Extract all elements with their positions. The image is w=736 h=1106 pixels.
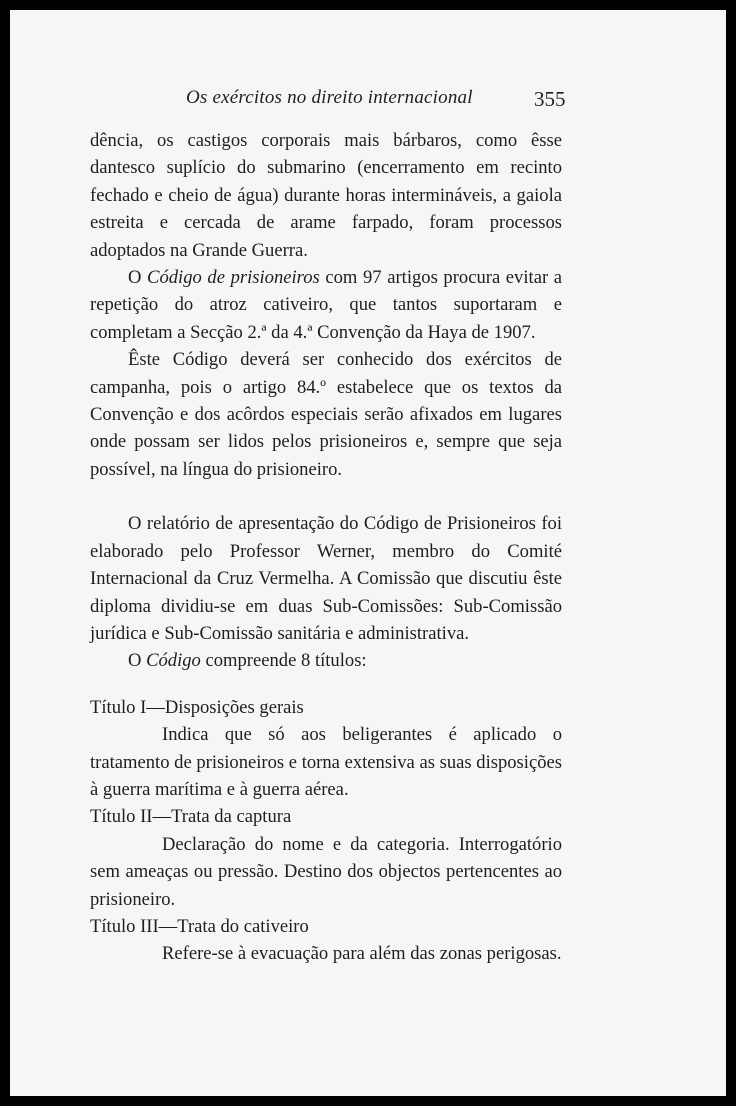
title-heading: Título III—Trata do cativeiro (90, 915, 309, 937)
title-description-text: Indica que só aos beligerantes é aplicado o tratamento de prisioneiros e torna extensiva as suas disposições à guerra marítima e à guerra aérea. (90, 724, 562, 800)
title-item (90, 803, 562, 913)
paragraph-5-prefix: O (128, 650, 147, 672)
title-description (90, 721, 562, 803)
paragraph-3: Êste Código deverá ser conhecido dos exércitos de campanha, pois o artigo 84.º estabelece que os textos da Convenção e dos acôrdos especiais serão afixados em lugares onde possam ser lidos pelos prisioneiros e, sempre que seja possível, na língua do prisioneiro. (90, 349, 562, 480)
title-list (90, 694, 562, 968)
title-item (90, 694, 562, 804)
title-description (90, 831, 562, 913)
paragraph-5-rest: compreende 8 títulos: (200, 650, 367, 672)
title-heading: Título II—Trata da captura (90, 806, 292, 828)
paragraph-5 (90, 647, 562, 674)
codigo-title: Código (146, 650, 201, 672)
title-item (90, 913, 562, 968)
page-number: 355 (534, 87, 566, 111)
page-header (10, 87, 726, 117)
paragraph-2-prefix: O (128, 267, 148, 289)
book-page (10, 10, 726, 1096)
running-title: Os exércitos no direito internacional (186, 87, 473, 108)
title-heading: Título I—Disposições gerais (90, 696, 304, 718)
paragraph-4: O relatório de apresentação do Código de Prisioneiros foi elaborado pelo Professor Werner, membro do Comité Internacional da Cruz Vermelha. A Comissão que discutiu êste diploma dividiu-se em duas Sub-Comissões: Sub-Comissão jurídica e Sub-Comissão sanitária e administrativa. (90, 513, 562, 644)
codigo-prisioneiros-title: Código de prisioneiros (147, 267, 320, 289)
title-description-text: Refere-se à evacuação para além das zonas perigosas. (162, 943, 562, 965)
title-description-text: Declaração do nome e da categoria. Interrogatório sem ameaças ou pressão. Destino dos objectos pertencentes ao prisioneiro. (90, 833, 562, 910)
title-description (90, 940, 562, 967)
body-text (90, 127, 562, 968)
paragraph-2-rest: com 97 artigos procura evitar a repetição do atroz cativeiro, que tantos suportaram e completam a Secção 2.ª da 4.ª Convenção da Haya de 1907. (90, 267, 562, 343)
paragraph-2 (90, 264, 562, 346)
paragraph-1: dência, os castigos corporais mais bárbaros, como êsse dantesco suplício do submarino (encerramento em recinto fechado e cheio de água) durante horas intermináveis, a gaiola estreita e cercada de arame farpado, foram processos adoptados na Grande Guerra. (90, 130, 562, 261)
